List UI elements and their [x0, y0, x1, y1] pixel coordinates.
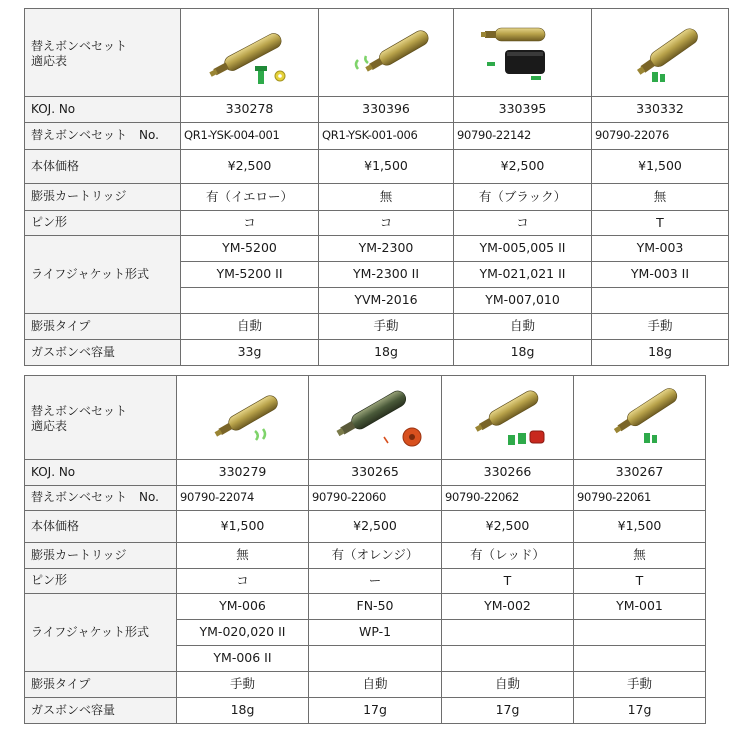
- koj-value: 330267: [574, 460, 706, 486]
- gas-cylinder-with-green-pin-icon: [590, 383, 690, 453]
- pin-value: T: [592, 211, 729, 236]
- product-image: [454, 9, 592, 97]
- pin-value: コ: [319, 211, 454, 236]
- capacity-value: 18g: [592, 340, 729, 366]
- set-number-value: 90790-22061: [574, 486, 706, 511]
- price-value: ¥1,500: [592, 150, 729, 184]
- cartridge-value: 無: [319, 184, 454, 211]
- jacket-value: [309, 646, 442, 672]
- price-value: ¥2,500: [442, 511, 574, 543]
- jacket-value: YM-007,010: [454, 288, 592, 314]
- jacket-value: YM-2300: [319, 236, 454, 262]
- jacket-value: YM-002: [442, 594, 574, 620]
- price-value: ¥2,500: [454, 150, 592, 184]
- inflation-type-label: 膨張タイプ: [25, 672, 177, 698]
- pin-value: T: [574, 569, 706, 594]
- capacity-label: ガスボンベ容量: [25, 340, 181, 366]
- table-title: 替えボンベセット 適応表: [25, 376, 177, 460]
- pin-value: T: [442, 569, 574, 594]
- jacket-value: FN-50: [309, 594, 442, 620]
- capacity-label: ガスボンベ容量: [25, 698, 177, 724]
- capacity-value: 17g: [574, 698, 706, 724]
- jacket-value: YM-5200: [181, 236, 319, 262]
- gas-cylinder-with-green-clips-icon: [336, 18, 436, 88]
- jacket-value: YM-003: [592, 236, 729, 262]
- capacity-value: 17g: [442, 698, 574, 724]
- gas-cylinder-with-green-clips-icon: [193, 383, 293, 453]
- gas-cylinder-with-orange-cartridge-icon: [320, 383, 430, 453]
- jacket-value: YM-2300 II: [319, 262, 454, 288]
- jacket-label: ライフジャケット形式: [25, 236, 181, 314]
- inflation-type-value: 自動: [454, 314, 592, 340]
- set-number-value: QR1-YSK-004-001: [181, 123, 319, 150]
- pin-value: コ: [181, 211, 319, 236]
- price-label: 本体価格: [25, 150, 181, 184]
- pin-value: コ: [454, 211, 592, 236]
- koj-value: 330395: [454, 97, 592, 123]
- pin-value: コ: [177, 569, 309, 594]
- inflation-type-value: 手動: [592, 314, 729, 340]
- jacket-value: [181, 288, 319, 314]
- cartridge-value: 有（オレンジ）: [309, 543, 442, 569]
- jacket-value: YM-003 II: [592, 262, 729, 288]
- set-number-label: 替えボンベセット No.: [25, 123, 181, 150]
- jacket-label: ライフジャケット形式: [25, 594, 177, 672]
- product-image: [442, 376, 574, 460]
- cartridge-value: 無: [574, 543, 706, 569]
- jacket-value: WP-1: [309, 620, 442, 646]
- adapter-table-1: [24, 8, 729, 366]
- cartridge-value: 無: [177, 543, 309, 569]
- product-image: [319, 9, 454, 97]
- jacket-value: YM-021,021 II: [454, 262, 592, 288]
- price-value: ¥2,500: [181, 150, 319, 184]
- inflation-type-value: 自動: [181, 314, 319, 340]
- pin-label: ピン形: [25, 569, 177, 594]
- koj-label: KOJ. No: [25, 97, 181, 123]
- capacity-value: 18g: [177, 698, 309, 724]
- inflation-type-value: 手動: [574, 672, 706, 698]
- set-number-value: 90790-22074: [177, 486, 309, 511]
- capacity-value: 17g: [309, 698, 442, 724]
- set-number-label: 替えボンベセット No.: [25, 486, 177, 511]
- capacity-value: 18g: [454, 340, 592, 366]
- koj-label: KOJ. No: [25, 460, 177, 486]
- price-value: ¥1,500: [177, 511, 309, 543]
- koj-value: 330332: [592, 97, 729, 123]
- product-image: [309, 376, 442, 460]
- set-number-value: 90790-22062: [442, 486, 574, 511]
- pin-value: ー: [309, 569, 442, 594]
- product-image: [177, 376, 309, 460]
- jacket-value: [442, 646, 574, 672]
- koj-value: 330396: [319, 97, 454, 123]
- cartridge-value: 有（レッド）: [442, 543, 574, 569]
- jacket-value: [592, 288, 729, 314]
- table-title: 替えボンベセット 適応表: [25, 9, 181, 97]
- jacket-value: YM-005,005 II: [454, 236, 592, 262]
- inflation-type-value: 自動: [309, 672, 442, 698]
- cartridge-label: 膨張カートリッジ: [25, 184, 181, 211]
- koj-value: 330278: [181, 97, 319, 123]
- inflation-type-value: 手動: [319, 314, 454, 340]
- jacket-value: [442, 620, 574, 646]
- cartridge-label: 膨張カートリッジ: [25, 543, 177, 569]
- inflation-type-value: 手動: [177, 672, 309, 698]
- jacket-value: YVM-2016: [319, 288, 454, 314]
- product-image: [574, 376, 706, 460]
- capacity-value: 33g: [181, 340, 319, 366]
- pin-label: ピン形: [25, 211, 181, 236]
- inflation-type-label: 膨張タイプ: [25, 314, 181, 340]
- price-value: ¥1,500: [319, 150, 454, 184]
- jacket-value: [574, 646, 706, 672]
- jacket-value: YM-5200 II: [181, 262, 319, 288]
- capacity-value: 18g: [319, 340, 454, 366]
- set-number-value: 90790-22142: [454, 123, 592, 150]
- cartridge-value: 無: [592, 184, 729, 211]
- product-image: [181, 9, 319, 97]
- koj-value: 330279: [177, 460, 309, 486]
- jacket-value: YM-001: [574, 594, 706, 620]
- set-number-value: 90790-22076: [592, 123, 729, 150]
- jacket-value: YM-006: [177, 594, 309, 620]
- adapter-table-2: [24, 375, 706, 724]
- cartridge-value: 有（ブラック）: [454, 184, 592, 211]
- koj-value: 330265: [309, 460, 442, 486]
- jacket-value: YM-020,020 II: [177, 620, 309, 646]
- gas-cylinder-with-red-cartridge-icon: [458, 383, 558, 453]
- koj-value: 330266: [442, 460, 574, 486]
- cartridge-value: 有（イエロー）: [181, 184, 319, 211]
- price-value: ¥2,500: [309, 511, 442, 543]
- jacket-value: YM-006 II: [177, 646, 309, 672]
- gas-cylinder-with-green-pin-icon: [610, 18, 710, 88]
- product-image: [592, 9, 729, 97]
- jacket-value: [574, 620, 706, 646]
- set-number-value: QR1-YSK-001-006: [319, 123, 454, 150]
- set-number-value: 90790-22060: [309, 486, 442, 511]
- inflation-type-value: 自動: [442, 672, 574, 698]
- price-value: ¥1,500: [574, 511, 706, 543]
- price-label: 本体価格: [25, 511, 177, 543]
- gas-cylinder-with-green-cartridge-icon: [200, 18, 300, 88]
- gas-cylinder-with-black-cartridge-icon: [473, 18, 573, 88]
